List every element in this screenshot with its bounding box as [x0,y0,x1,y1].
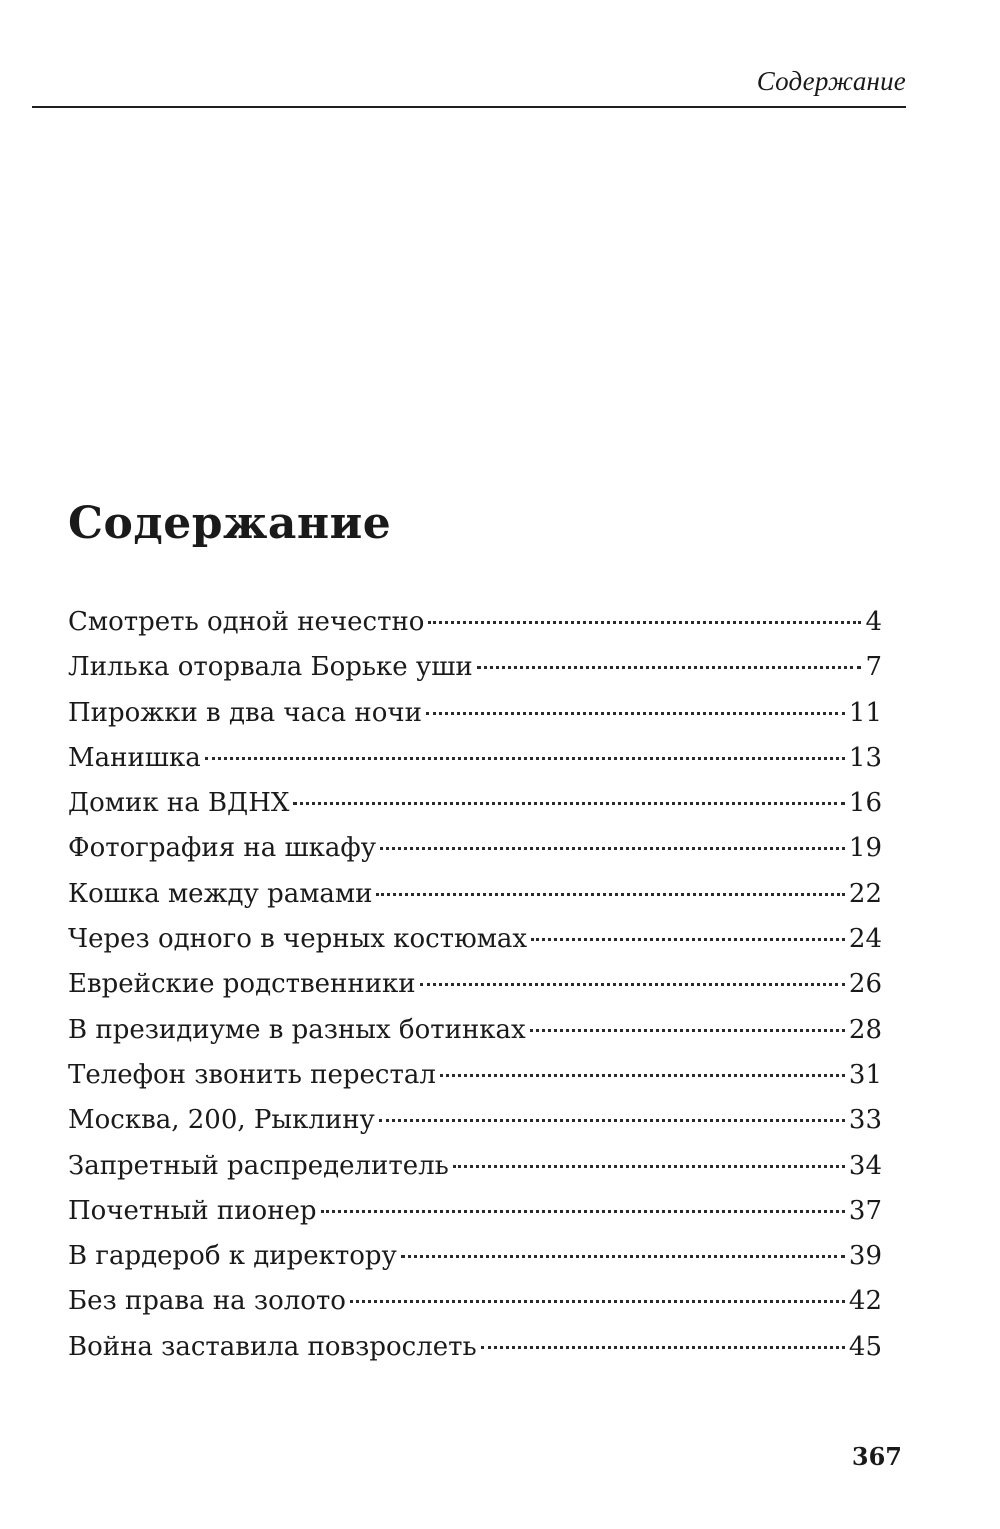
toc-dot-leader [477,666,862,669]
running-header-title: Содержание [756,66,906,96]
toc-entry [68,1053,882,1098]
toc-entry-title: Война заставила повзрослеть [68,1331,477,1362]
toc-entry-title: Кошка между рамами [68,878,373,909]
toc-entry [68,1325,882,1370]
toc-entry-page: 13 [848,742,882,773]
toc-dot-leader [350,1300,845,1303]
toc-entry [68,736,882,781]
toc-dot-leader [376,893,844,896]
table-of-contents [68,600,882,1370]
toc-entry-page: 24 [848,924,882,955]
toc-entry-title: Пирожки в два часа ночи [68,697,422,728]
toc-entry-title: Лилька оторвала Борьке уши [68,652,473,683]
toc-entry [68,1279,882,1324]
toc-entry-title: Почетный пионер [68,1195,317,1226]
toc-dot-leader [531,938,845,941]
toc-entry-title: Смотреть одной нечестно [68,607,425,637]
toc-entry-page: 31 [848,1059,882,1090]
toc-dot-leader [321,1210,845,1213]
toc-entry-page: 7 [865,652,882,683]
toc-dot-leader [428,621,861,624]
page-title: Содержание [68,498,392,549]
toc-entry-title: Телефон звонить перестал [68,1059,436,1090]
toc-entry-page: 34 [848,1150,882,1181]
toc-dot-leader [401,1255,845,1258]
toc-entry-title: Манишка [68,742,201,773]
toc-dot-leader [379,1119,845,1122]
toc-entry [68,1098,882,1143]
toc-entry [68,826,882,871]
toc-entry [68,872,882,917]
toc-entry-title: Еврейские родственники [68,969,416,1000]
toc-entry-page: 4 [865,607,882,637]
toc-entry-page: 42 [848,1286,882,1317]
toc-entry-page: 16 [848,788,882,819]
toc-entry-page: 45 [848,1331,882,1362]
toc-entry [68,1234,882,1279]
toc-dot-leader [440,1074,845,1077]
toc-entry-page: 22 [848,878,882,909]
toc-entry [68,1008,882,1053]
toc-dot-leader [293,802,845,805]
toc-dot-leader [380,847,845,850]
toc-entry-page: 11 [848,697,882,728]
toc-entry-page: 33 [848,1105,882,1136]
toc-entry [68,1144,882,1189]
toc-entry [68,781,882,826]
toc-entry-page: 39 [848,1241,882,1272]
toc-entry-title: Фотография на шкафу [68,833,377,864]
toc-entry-page: 19 [848,833,882,864]
running-header [32,62,906,108]
toc-entry-title: Домик на ВДНХ [68,788,290,819]
toc-dot-leader [453,1165,845,1168]
toc-entry [68,600,882,645]
toc-entry-page: 26 [848,969,882,1000]
toc-entry-page: 28 [848,1014,882,1045]
toc-entry-title: Без права на золото [68,1286,346,1317]
toc-dot-leader [420,983,845,986]
toc-entry [68,917,882,962]
toc-entry-title: Москва, 200, Рыклину [68,1105,375,1136]
toc-dot-leader [530,1029,845,1032]
toc-entry [68,962,882,1007]
toc-entry-page: 37 [848,1195,882,1226]
toc-entry-title: В президиуме в разных ботинках [68,1014,526,1045]
toc-entry [68,1189,882,1234]
page-number: 367 [851,1442,902,1471]
toc-entry [68,645,882,690]
toc-entry-title: В гардероб к директору [68,1241,397,1272]
toc-entry-title: Через одного в черных костюмах [68,924,528,955]
toc-entry [68,691,882,736]
toc-dot-leader [426,712,845,715]
toc-entry-title: Запретный распределитель [68,1150,449,1181]
toc-dot-leader [205,757,845,760]
toc-dot-leader [481,1346,845,1349]
